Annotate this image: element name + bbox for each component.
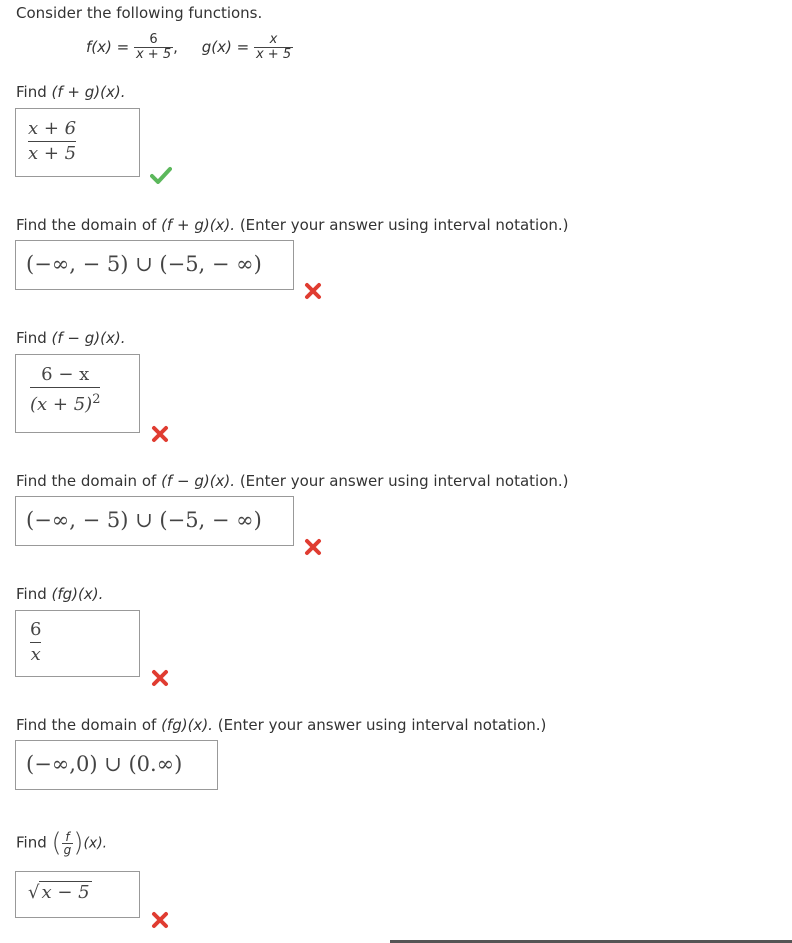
q7-answer-box[interactable]: [15, 871, 140, 918]
q5-expression: (fg)(x).: [51, 585, 104, 603]
q3-answer-numerator-text: 6 − x: [41, 364, 90, 385]
q2-answer-text: (−∞, − 5) ∪ (−5, − ∞): [26, 252, 262, 276]
q3-answer-numerator: [30, 363, 100, 388]
q4-prompt: [16, 472, 569, 490]
incorrect-x-icon: [151, 669, 169, 687]
q2-prefix: Find the domain of: [16, 216, 157, 234]
q6-prompt: [16, 716, 546, 734]
q6-answer-box[interactable]: [15, 740, 218, 790]
incorrect-x-icon: [304, 282, 322, 300]
q4-answer-text: (−∞, − 5) ∪ (−5, − ∞): [26, 508, 262, 532]
q3-find-label: Find: [16, 329, 47, 347]
q7-fraction-numerator: f: [62, 831, 74, 844]
q1-answer-box[interactable]: [15, 108, 140, 177]
q3-answer-denominator: [30, 388, 100, 417]
q7-suffix: (x).: [83, 835, 108, 852]
q1-find-label: Find: [16, 83, 47, 101]
q1-answer-fraction: [28, 117, 76, 166]
q7-fraction: [62, 831, 74, 856]
q5-prompt: [16, 585, 103, 603]
q7-fraction-denominator: g: [63, 842, 72, 857]
q4-prefix: Find the domain of: [16, 472, 157, 490]
q1-answer-denominator: x + 5: [28, 143, 77, 164]
g-numerator: x: [254, 33, 293, 48]
g-lhs: g(x) =: [201, 38, 250, 56]
separator: ,: [173, 38, 178, 56]
q3-expression: (f − g)(x).: [51, 329, 126, 347]
q1-expression: (f + g)(x).: [51, 83, 126, 101]
q5-answer-fraction: [30, 618, 41, 667]
q2-answer-box[interactable]: [15, 240, 294, 290]
checkmark-icon: [150, 166, 172, 184]
q5-find-label: Find: [16, 585, 47, 603]
q7-right-paren: ): [73, 828, 84, 858]
function-definitions: [86, 33, 293, 62]
q6-expression: (fg)(x).: [161, 716, 213, 734]
q4-expression: (f − g)(x).: [161, 472, 236, 490]
q1-answer-numerator: x + 6: [28, 117, 76, 142]
q4-answer-box[interactable]: [15, 496, 294, 546]
q5-answer-box[interactable]: [15, 610, 140, 677]
q3-answer-fraction: [30, 363, 100, 417]
q3-answer-denominator-base: (x + 5): [30, 394, 93, 415]
q7-find-label: Find: [16, 833, 47, 852]
q2-expression: (f + g)(x).: [161, 216, 236, 234]
f-numerator: 6: [134, 33, 173, 48]
sqrt-symbol: √: [28, 882, 40, 903]
q4-note: (Enter your answer using interval notation.): [239, 472, 569, 490]
q3-answer-exponent: 2: [92, 392, 101, 407]
q2-note: (Enter your answer using interval notation.): [239, 216, 569, 234]
q6-prefix: Find the domain of: [16, 716, 157, 734]
q6-answer-text: (−∞,0) ∪ (0.∞): [26, 752, 183, 776]
q3-prompt: [16, 329, 125, 347]
q1-prompt: [16, 83, 125, 101]
f-fraction: [134, 33, 173, 62]
f-lhs: f(x) =: [86, 38, 130, 56]
q5-answer-denominator: x: [30, 644, 41, 665]
q5-answer-numerator: 6: [30, 618, 41, 643]
incorrect-x-icon: [151, 425, 169, 443]
g-denominator: x + 5: [255, 47, 292, 62]
q7-prompt: [16, 828, 107, 858]
g-fraction: [254, 33, 293, 62]
q7-left-paren: (: [51, 828, 62, 858]
intro-text: Consider the following functions.: [16, 4, 263, 22]
q3-answer-box[interactable]: [15, 354, 140, 433]
q6-note: (Enter your answer using interval notation.): [217, 716, 547, 734]
f-denominator: x + 5: [135, 47, 172, 62]
q7-answer-text: x − 5: [41, 882, 90, 903]
q7-answer-sqrt: [28, 882, 92, 903]
q2-prompt: [16, 216, 569, 234]
incorrect-x-icon: [304, 538, 322, 556]
incorrect-x-icon: [151, 911, 169, 929]
